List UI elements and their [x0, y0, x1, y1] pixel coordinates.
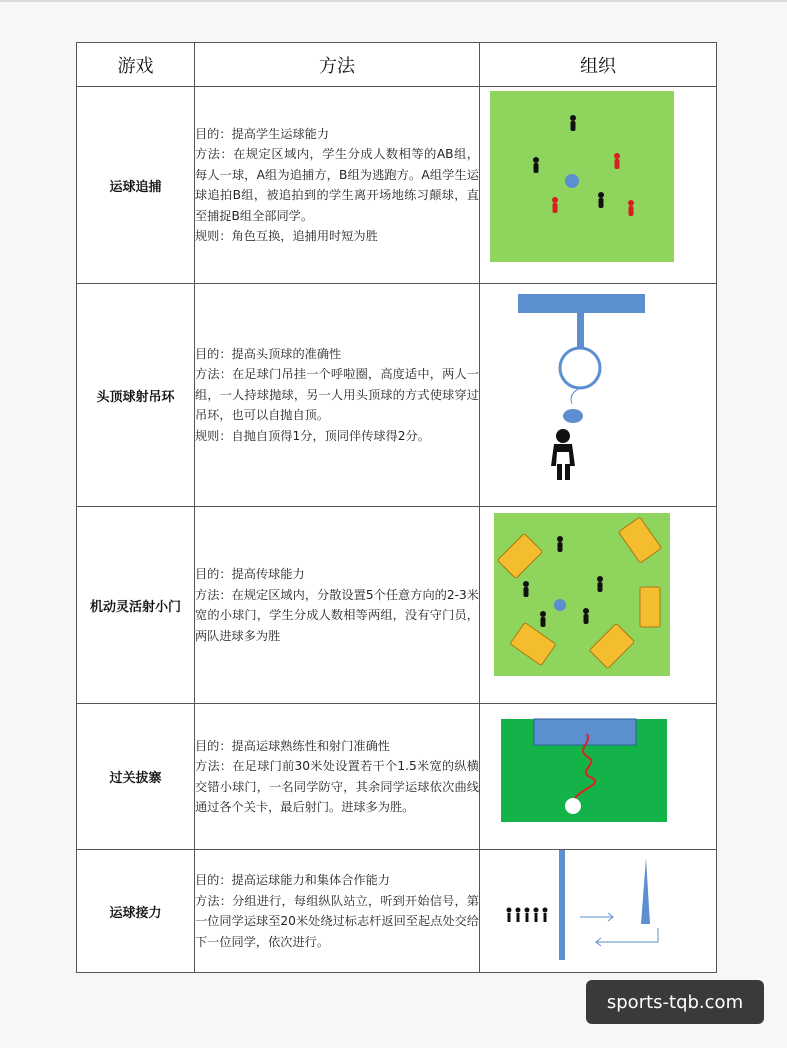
- game-name: 头顶球射吊环: [77, 284, 195, 507]
- goal-crossbar: [518, 294, 645, 313]
- arrow-right-icon: [580, 913, 613, 921]
- header-row: [77, 43, 717, 87]
- method-line: 方法：分组进行，每组纵队站立，听到开始信号，第一位同学运球至20米处绕过标志杆返回至起点处交给下一位同学，依次进行。: [195, 893, 479, 949]
- game-name: 运球接力: [77, 850, 195, 973]
- games-table: [76, 42, 717, 973]
- method-line: 方法：在规定区域内，分散设置5个任意方向的2-3米宽的小球门，学生分成人数相等两组，没有守门员，两队进球多为胜: [195, 587, 479, 643]
- organization-cell: [480, 850, 717, 973]
- method-cell: [195, 87, 480, 284]
- organization-cell: [480, 704, 717, 850]
- ball-path: [571, 388, 580, 404]
- marker-pole: [641, 858, 650, 924]
- method-line: 目的：提高传球能力: [195, 567, 305, 581]
- ball: [565, 798, 581, 814]
- method-line: 规则：角色互换，追捕用时短为胜: [195, 229, 378, 243]
- method-cell: [195, 284, 480, 507]
- method-line: 方法：在足球门吊挂一个呼啦圈，高度适中，两人一组，一人持球抛球，另一人用头顶球的方式使球穿过吊环，也可以自抛自顶。: [195, 367, 479, 423]
- game-name: 运球追捕: [77, 87, 195, 284]
- organization-cell: [480, 87, 717, 284]
- table-row: [77, 87, 717, 284]
- player-queue: [507, 908, 548, 923]
- header-method: 方法: [195, 43, 480, 87]
- method-cell: [195, 507, 480, 704]
- organization-cell: [480, 284, 717, 507]
- table-row: [77, 284, 717, 507]
- start-line: [559, 850, 565, 960]
- player-black: [540, 611, 546, 627]
- player-black: [597, 576, 603, 592]
- hoop-string: [577, 313, 584, 349]
- ball: [565, 174, 579, 188]
- player-black: [533, 157, 539, 173]
- table-row: [77, 507, 717, 704]
- player-red: [614, 153, 620, 169]
- diagram-header-hoop: [480, 284, 717, 506]
- diagram-chase-dribble: [480, 87, 717, 283]
- ball: [563, 409, 583, 423]
- method-line: 方法：在规定区域内，学生分成人数相等的AB组，每人一球，A组为追捕方，B组为逃跑方。A组学生运球追拍B组，被追拍到的学生离开场地练习颠球，直至捕捉B组全部同学。: [195, 147, 479, 223]
- organization-cell: [480, 507, 717, 704]
- method-line: 目的：提高运球能力和集体合作能力: [195, 873, 390, 887]
- ball: [554, 599, 566, 611]
- header-game: 游戏: [77, 43, 195, 87]
- game-name: 过关拔寨: [77, 704, 195, 850]
- table-row: [77, 850, 717, 973]
- goal: [534, 719, 636, 745]
- table-row: [77, 704, 717, 850]
- method-cell: [195, 850, 480, 973]
- player-black: [570, 115, 576, 131]
- player-black: [557, 536, 563, 552]
- player-red: [552, 197, 558, 213]
- arrow-return-icon: [596, 928, 658, 946]
- game-name: 机动灵活射小门: [77, 507, 195, 704]
- small-goal: [640, 587, 660, 627]
- method-line: 方法：在足球门前30米处设置若干个1.5米宽的纵横交错小球门，一名同学防守，其余同学运球依次曲线通过各个关卡，最后射门。进球多为胜。: [195, 759, 479, 814]
- player-figure: [551, 429, 575, 480]
- header-organization: 组织: [480, 43, 717, 87]
- player-black: [523, 581, 529, 597]
- method-line: 规则：自抛自顶得1分，顶同伴传球得2分。: [195, 428, 430, 443]
- diagram-relay: [480, 850, 717, 972]
- diagram-small-goals: [480, 507, 717, 703]
- player-black: [583, 608, 589, 624]
- hoop: [560, 348, 600, 388]
- player-black: [598, 192, 604, 208]
- method-line: 目的：提高头顶球的准确性: [195, 346, 342, 361]
- diagram-pass-gates: [480, 704, 717, 849]
- field: [490, 91, 674, 262]
- method-line: 目的：提高运球熟练性和射门准确性: [195, 738, 390, 753]
- site-watermark: sports-tqb.com: [586, 980, 764, 1024]
- top-divider: [0, 0, 787, 2]
- player-red: [628, 200, 634, 216]
- method-cell: [195, 704, 480, 850]
- method-line: 目的：提高学生运球能力: [195, 126, 330, 141]
